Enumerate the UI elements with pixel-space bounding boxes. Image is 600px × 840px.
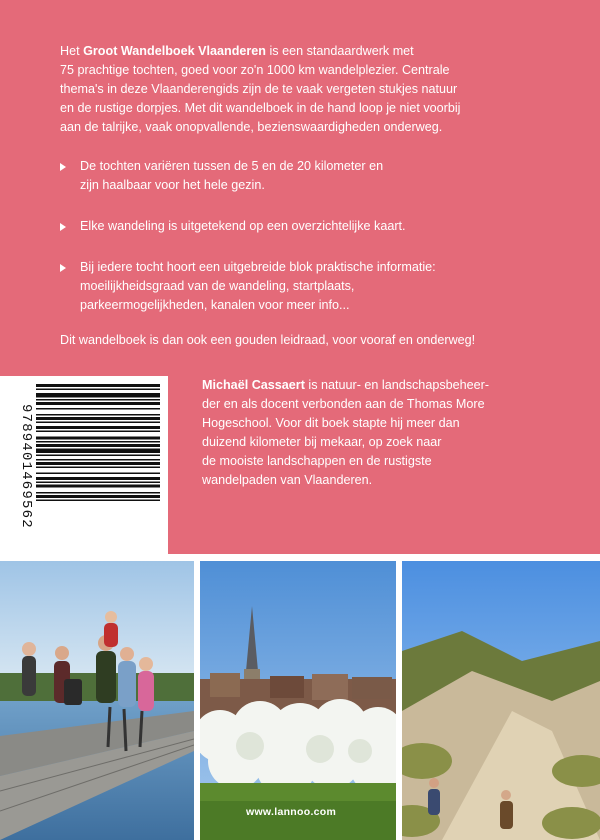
publisher-website[interactable]: www.lannoo.com bbox=[246, 806, 337, 818]
intro-paragraph: Het Groot Wandelboek Vlaanderen is een standaardwerk met 75 prachtige tochten, goed voor zo'n 1000 km wandelplezier. Centrale thema's in deze Vlaanderengids zijn de te vaak vergeten stukjes natuur en de rustige dorpjes. Met dit wandelboek in de hand loop je niet voorbij aan de talrijke, vaak onopvallende, bezienswaardigheden onderweg. bbox=[60, 44, 461, 134]
author-bio: Michaël Cassaert is natuur- en landschapsbeheer- der en als docent verbonden aan de Thomas More Hogeschool. Voor dit boek stapte hij meer dan duizend kilometer bij mekaar, op zoek naar de mooiste landschappen en de rustigste wandelpaden van Vlaanderen. bbox=[202, 378, 490, 487]
arrow-bullet-icon bbox=[60, 163, 66, 171]
arrow-bullet-icon bbox=[60, 223, 66, 231]
closing-sentence: Dit wandelboek is dan ook een gouden leidraad, voor vooraf en onderweg! bbox=[60, 333, 476, 347]
arrow-bullet-icon bbox=[60, 264, 66, 272]
feature-item: Bij iedere tocht hoort een uitgebreide blok praktische informatie: moeilijkheidsgraad van de wandeling, startplaats, parkeermogelijkheden, kanalen voor meer info... bbox=[60, 258, 560, 315]
book-title: Groot Wandelboek Vlaanderen bbox=[83, 44, 266, 58]
feature-list bbox=[60, 157, 560, 333]
isbn-number: 9789401469562 bbox=[18, 403, 34, 529]
photo-dunes-hikers bbox=[402, 561, 600, 840]
photo-village-church bbox=[200, 561, 396, 840]
feature-item: Elke wandeling is uitgetekend op een overzichtelijke kaart. bbox=[60, 217, 560, 236]
photo-family-jetty bbox=[0, 561, 194, 840]
feature-item: De tochten variëren tussen de 5 en de 20 kilometer en zijn haalbaar voor het hele gezin. bbox=[60, 157, 560, 195]
author-name: Michaël Cassaert bbox=[202, 378, 305, 392]
